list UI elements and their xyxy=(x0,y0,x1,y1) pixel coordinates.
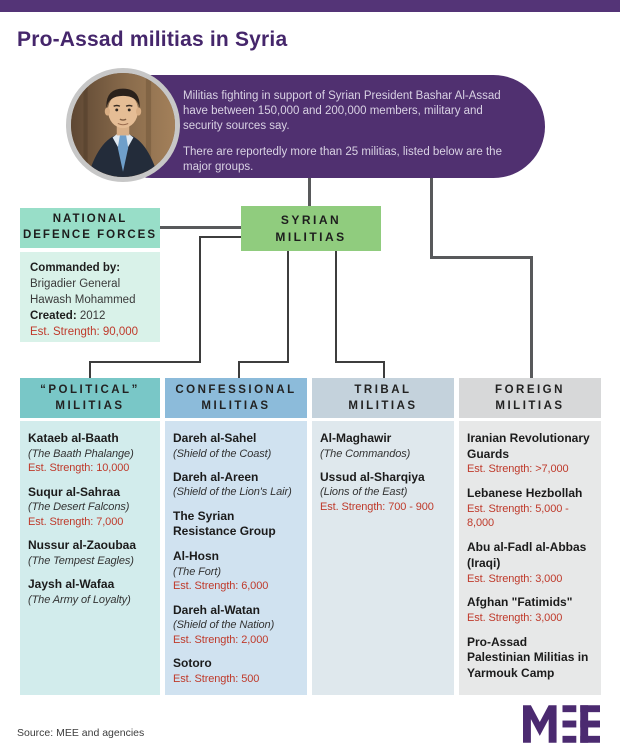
militia-alias: (The Tempest Eagles) xyxy=(28,555,134,568)
column-title-line: MILITIAS xyxy=(495,400,565,412)
ndf-created-value: 2012 xyxy=(79,310,106,323)
root-title-line2: MILITIAS xyxy=(275,229,347,244)
militia-name: Dareh al-Watan xyxy=(173,602,260,617)
militia-name: Afghan "Fatimids" xyxy=(467,595,573,610)
militia-entry xyxy=(467,635,593,682)
militia-entry xyxy=(173,431,299,461)
column-confessional xyxy=(165,378,307,695)
militia-alias: (Lions of the East) xyxy=(320,486,408,499)
column-header-political xyxy=(20,378,160,418)
militia-entry xyxy=(173,603,299,648)
connector-root-to-tribal-v1 xyxy=(335,251,337,363)
column-title-line: MILITIAS xyxy=(348,400,418,412)
ndf-created xyxy=(30,308,150,324)
militia-entry xyxy=(467,431,593,477)
connector-root-to-political-h2 xyxy=(89,361,201,363)
column-foreign xyxy=(459,378,601,695)
militia-entry xyxy=(173,509,299,540)
militia-name: Nussur al-Zaoubaa xyxy=(28,538,137,553)
militia-name: Pro-Assad Palestinian Militias in Yarmouk Camp xyxy=(467,634,589,680)
mee-logo xyxy=(523,705,600,743)
militia-strength: Est. Strength: 5,000 - 8,000 xyxy=(467,502,569,530)
militia-strength: Est. Strength: 6,000 xyxy=(173,579,269,592)
intro-text xyxy=(183,89,523,175)
column-header-confessional xyxy=(165,378,307,418)
militia-strength: Est. Strength: 500 xyxy=(173,673,260,686)
page-title: Pro-Assad militias in Syria xyxy=(17,28,288,51)
column-political xyxy=(20,378,160,695)
column-header-foreign xyxy=(459,378,601,418)
militia-name: Iranian Revolutionary Guards xyxy=(467,431,590,461)
assad-portrait-photo xyxy=(66,68,180,182)
militia-entry xyxy=(467,595,593,625)
ndf-commander-line2: Hawash Mohammed xyxy=(30,294,136,307)
militia-alias: (Shield of the Nation) xyxy=(173,619,275,632)
militia-name: Ussud al-Sharqiya xyxy=(320,469,425,484)
column-header-tribal xyxy=(312,378,454,418)
militia-alias: (Shield of the Lion's Lair) xyxy=(173,486,292,499)
militia-entry xyxy=(173,656,299,686)
connector-root-to-tribal-h xyxy=(335,361,385,363)
militia-strength: Est. Strength: 3,000 xyxy=(467,611,563,624)
militia-strength: Est. Strength: >7,000 xyxy=(467,463,569,476)
militia-entry xyxy=(28,431,152,476)
militia-name: Abu al-Fadl al-Abbas (Iraqi) xyxy=(467,540,587,570)
column-title-line: MILITIAS xyxy=(201,400,271,412)
militia-name: Suqur al-Sahraa xyxy=(28,484,121,499)
column-body-foreign xyxy=(459,421,601,695)
militia-alias: (The Desert Falcons) xyxy=(28,501,130,514)
militia-entry xyxy=(28,485,152,530)
militia-entry xyxy=(320,470,446,515)
militia-alias: (The Fort) xyxy=(173,565,221,578)
ndf-strength: Est. Strength: 90,000 xyxy=(30,326,139,339)
militia-entry xyxy=(467,540,593,586)
top-accent-bar xyxy=(0,0,620,12)
militia-name: Dareh al-Sahel xyxy=(173,431,257,445)
militia-strength: Est. Strength: 2,000 xyxy=(173,633,269,646)
connector-bubble-to-root xyxy=(308,178,311,207)
column-tribal xyxy=(312,378,454,695)
militia-strength: Est. Strength: 7,000 xyxy=(28,515,124,528)
militia-strength: Est. Strength: 3,000 xyxy=(467,572,563,585)
militia-name: Al-Maghawir xyxy=(320,431,392,445)
militia-entry xyxy=(173,549,299,594)
connector-root-to-confessional-v1 xyxy=(287,251,289,363)
militia-name: Kataeb al-Baath xyxy=(28,431,119,445)
column-body-political xyxy=(20,421,160,695)
connector-root-to-political-v1 xyxy=(199,236,201,363)
militia-alias: (The Baath Phalange) xyxy=(28,447,134,460)
intro-paragraph-1: Militias fighting in support of Syrian President Bashar Al-Assad have between 150,000 and 200,000 members, military and security sources say. xyxy=(183,90,501,133)
assad-portrait-illustration xyxy=(71,73,175,177)
ndf-title-line1: NATIONAL xyxy=(52,213,128,226)
connector-bubble-to-foreign-h xyxy=(430,256,533,259)
intro-paragraph-2: There are reportedly more than 25 militias, listed below are the major groups. xyxy=(183,145,502,173)
column-body-tribal xyxy=(312,421,454,695)
connector-root-to-confessional-h xyxy=(238,361,289,363)
column-body-confessional xyxy=(165,421,307,695)
ndf-created-label: Created: xyxy=(30,310,77,323)
militia-name: Dareh al-Areen xyxy=(173,469,259,484)
connector-bubble-to-foreign-v2 xyxy=(530,256,533,378)
militia-columns xyxy=(20,378,602,695)
militia-name: The Syrian Resistance Group xyxy=(173,508,276,539)
column-title-line: CONFESSIONAL xyxy=(175,383,297,396)
connector-ndf-to-root xyxy=(160,226,241,229)
connector-root-to-political-h1 xyxy=(199,236,241,238)
militia-name: Al-Hosn xyxy=(173,548,219,563)
connector-root-to-confessional-v2 xyxy=(238,361,240,378)
ndf-commanded-label: Commanded by: xyxy=(30,262,121,274)
militia-entry xyxy=(28,538,152,568)
ndf-node-header xyxy=(20,208,160,248)
column-title-line: MILITIAS xyxy=(55,400,125,412)
militia-entry xyxy=(320,431,446,461)
militia-name: Sotoro xyxy=(173,656,212,671)
root-node-syrian-militias xyxy=(241,206,381,251)
militia-alias: (Shield of the Coast) xyxy=(173,447,272,460)
column-title-line: “POLITICAL” xyxy=(40,383,140,396)
militia-alias: (The Army of Loyalty) xyxy=(28,593,131,606)
militia-strength: Est. Strength: 700 - 900 xyxy=(320,500,434,513)
militia-alias: (The Commandos) xyxy=(320,447,411,460)
ndf-commander-line1: Brigadier General xyxy=(30,278,121,291)
militia-name: Jaysh al-Wafaa xyxy=(28,577,115,592)
connector-bubble-to-foreign-v1 xyxy=(430,178,433,259)
ndf-title-line2: DEFENCE FORCES xyxy=(22,229,158,241)
militia-entry xyxy=(173,470,299,500)
militia-entry xyxy=(467,486,593,531)
ndf-node-body xyxy=(20,252,160,342)
militia-entry xyxy=(28,577,152,607)
column-title-line: TRIBAL xyxy=(354,383,412,396)
source-credit: Source: MEE and agencies xyxy=(17,727,145,739)
connector-root-to-tribal-v2 xyxy=(383,361,385,378)
connector-root-to-political-v2 xyxy=(89,361,91,378)
root-title-line1: SYRIAN xyxy=(280,212,342,227)
militia-strength: Est. Strength: 10,000 xyxy=(28,461,130,474)
column-title-line: FOREIGN xyxy=(495,383,565,396)
militia-name: Lebanese Hezbollah xyxy=(467,486,583,501)
